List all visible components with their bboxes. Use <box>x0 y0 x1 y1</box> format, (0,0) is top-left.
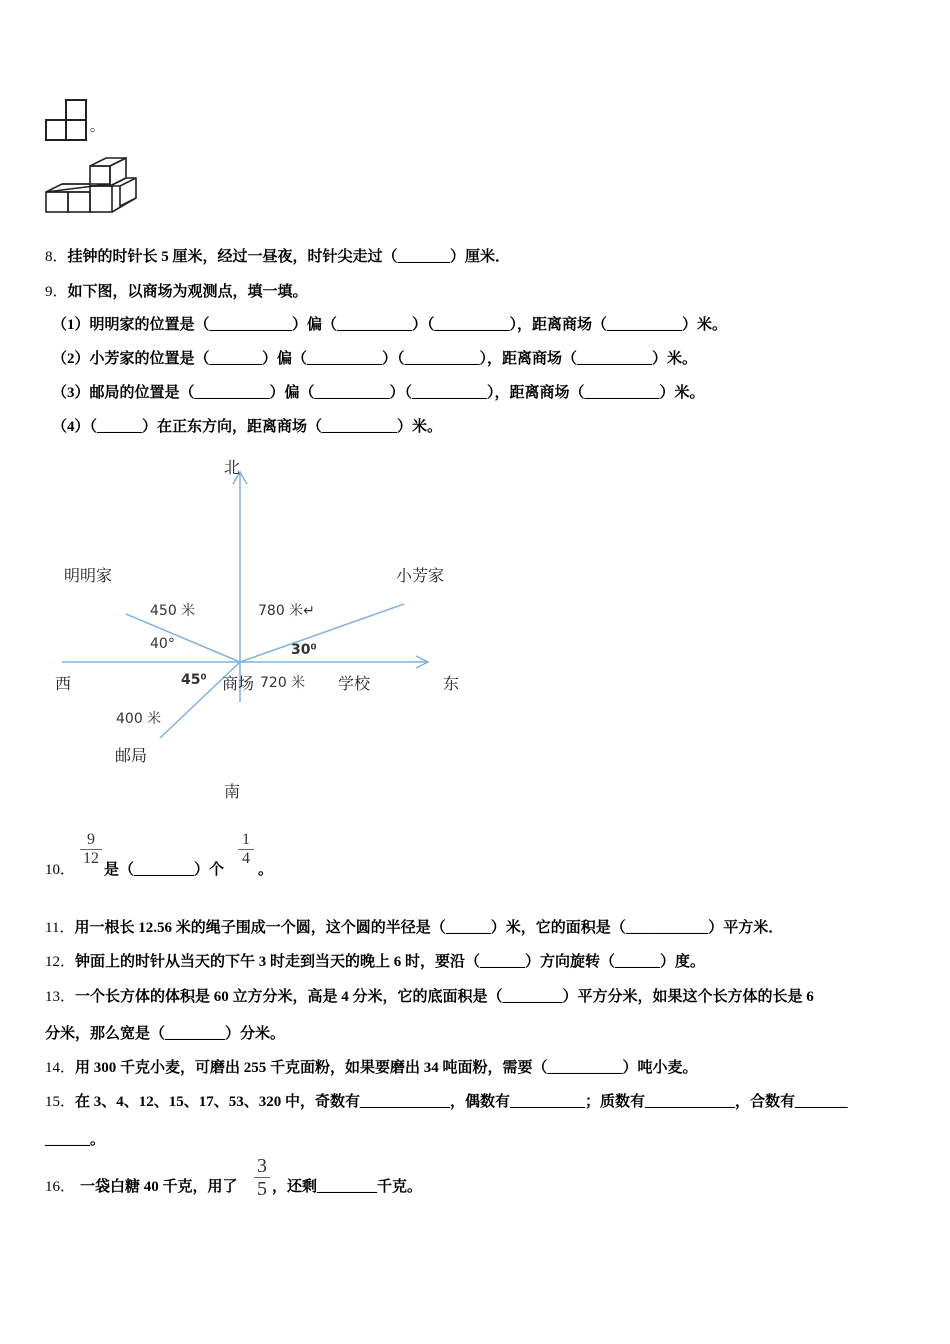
q10-frac2-denominator: 4 <box>242 850 250 867</box>
question-14 <box>45 1056 698 1077</box>
question-8 <box>45 245 510 266</box>
question-13 <box>45 985 814 1006</box>
q16-text-part1: 一袋白糖 40 千克，用了 <box>80 1179 238 1195</box>
label-xiaofang: 小芳家 <box>396 566 445 585</box>
question-15 <box>45 1090 848 1111</box>
cube-stack-figure <box>44 156 140 216</box>
q10-frac2-numerator: 1 <box>242 831 250 848</box>
q15-number: 15． <box>45 1094 76 1110</box>
question-12 <box>45 950 705 971</box>
distance-school: 720 米 <box>260 675 306 691</box>
q9-sub3: （3）邮局的位置是（__________）偏（__________）（__________），距离商场（__________）米。 <box>52 385 705 401</box>
q9-sub4: （4）（______）在正东方向，距离商场（__________）米。 <box>52 419 443 435</box>
q16-text-part2: ，还剩________千克。 <box>272 1179 423 1195</box>
label-post-office: 邮局 <box>115 746 148 765</box>
distance-post-office: 400 米 <box>116 711 162 727</box>
q15-text-line2: ______。 <box>45 1132 106 1148</box>
q9-number: 9． <box>45 284 68 300</box>
angle-xiaofang: 30⁰ <box>291 642 317 658</box>
label-east: 东 <box>443 674 460 693</box>
q14-text: 用 300 千克小麦，可磨出 255 千克面粉，如果要磨出 34 吨面粉，需要（__________）吨小麦。 <box>75 1060 698 1076</box>
q10-middle-text: 是（________）个 <box>104 862 225 878</box>
q14-number: 14． <box>45 1060 76 1076</box>
q10-fraction-2 <box>238 831 254 868</box>
q13-number: 13． <box>45 989 76 1005</box>
q10-fraction-1 <box>80 831 102 868</box>
shape-dot: 。 <box>90 120 104 135</box>
q16-number: 16． <box>45 1179 76 1195</box>
q9-sub2: （2）小芳家的位置是（_______）偏（__________）（__________），距离商场（__________）米。 <box>52 351 698 367</box>
q12-text: 钟面上的时针从当天的下午 3 时走到当天的晚上 6 时，要沿（______）方向旋转（______）度。 <box>75 954 706 970</box>
question-9 <box>45 280 308 301</box>
direction-diagram <box>0 440 480 810</box>
angle-post-office: 45⁰ <box>181 672 207 688</box>
label-mingming: 明明家 <box>64 566 113 585</box>
label-school: 学校 <box>338 674 371 693</box>
q13-text-line2: 分米，那么宽是（________）分米。 <box>45 1026 286 1042</box>
label-south: 南 <box>224 782 241 801</box>
q10-frac1-numerator: 9 <box>87 831 95 848</box>
label-north: 北 <box>224 458 241 477</box>
q10-frac1-denominator: 12 <box>83 850 99 867</box>
angle-mingming: 40° <box>150 636 175 652</box>
q12-number: 12． <box>45 954 76 970</box>
q11-text: 用一根长 12.56 米的绳子围成一个圆，这个圆的半径是（______）米，它的面积是（___________）平方米． <box>74 920 784 936</box>
q10-end: 。 <box>258 862 274 878</box>
q8-number: 8． <box>45 249 68 265</box>
label-mall: 商场 <box>222 674 255 693</box>
q8-text: 挂钟的时针长 5 厘米，经过一昼夜，时针尖走过（_______）厘米． <box>67 249 511 265</box>
q16-frac-numerator: 3 <box>257 1155 267 1177</box>
q9-sub1: （1）明明家的位置是（___________）偏（__________）（__________），距离商场（__________）米。 <box>52 317 728 333</box>
label-west: 西 <box>55 674 72 693</box>
q9-intro: 如下图，以商场为观测点，填一填。 <box>67 284 308 300</box>
q16-frac-denominator: 5 <box>257 1178 267 1200</box>
q15-text-line1: 在 3、4、12、15、17、53、320 中，奇数有____________，偶数有__________；质数有____________，合数有_______ <box>75 1094 848 1110</box>
mingming-ray <box>126 614 240 662</box>
distance-mingming: 450 米 <box>150 603 196 619</box>
three-square-view-figure <box>44 98 94 144</box>
question-11 <box>45 916 783 937</box>
q10-number: 10． <box>45 862 76 878</box>
q11-number: 11． <box>45 920 75 936</box>
q16-fraction <box>254 1155 270 1200</box>
distance-xiaofang: 780 米↵ <box>258 603 315 619</box>
q13-text-line1: 一个长方体的体积是 60 立方分米，高是 4 分米，它的底面积是（________）平方分米，如果这个长方体的长是 6 <box>75 989 814 1005</box>
